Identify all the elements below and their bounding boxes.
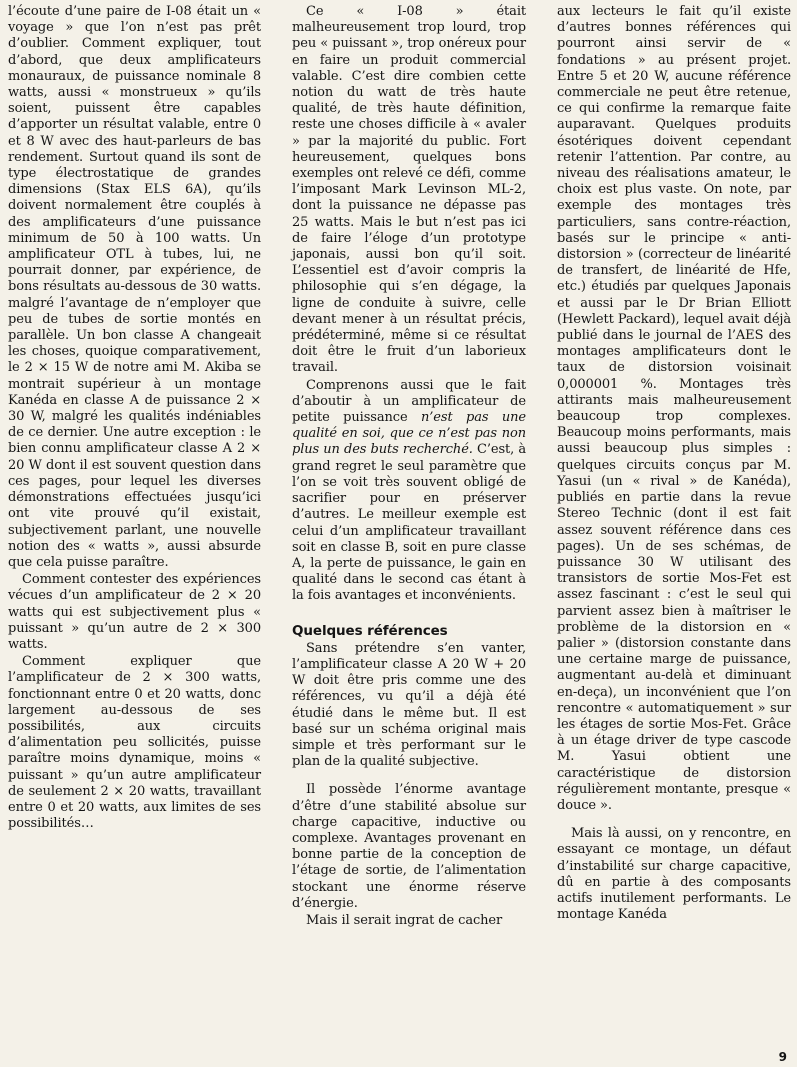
paragraph	[292, 378, 526, 605]
paragraph: Comment contester des expériences vécues d’un amplificateur de 2 × 20 watts qui est subjectivement plus « puissant » qu’un autre de 2 × 300 watts.	[8, 572, 261, 652]
paragraph-text: Comprenons aussi que le fait d’aboutir à un amplificateur de petite puissance	[292, 377, 526, 426]
paragraph: Ce « I-08 » était malheureusement trop lourd, trop peu « puissant », trop onéreux pour en faire un produit commercial valable. C’est dire combien cette notion du watt de très haute qualité, de très haute définition, reste une choses difficile à « avaler » par la majorité du public. Fort heureusement, quelques bons exemples ont relevé ce défi, comme l’imposant Mark Levinson ML-2, dont la puissance ne dépasse pas 25 watts. Mais le but n’est pas ici de faire l’éloge d’un prototype japonais, aussi bon qu’il soit. L’essentiel est d’avoir compris la philosophie qui s’en dégage, la ligne de conduite à suivre, celle devant mener à un résultat précis, prédéterminé, même si ce résultat doit être le fruit d’un laborieux travail.	[292, 4, 526, 376]
text-column-3	[557, 4, 791, 923]
paragraph: Mais là aussi, on y rencontre, en essayant ce montage, un défaut d’instabilité sur charge capacitive, dû en partie à des composants actifs inutilement performants. Le montage Kanéda	[557, 826, 791, 923]
page-number: 9	[778, 1050, 787, 1064]
text-column-2	[292, 4, 526, 929]
paragraph: Sans prétendre s’en vanter, l’amplificateur classe A 20 W + 20 W doit être pris comme une des références, vu qu’il a déjà été étudié dans le même but. Il est basé sur un schéma original mais simple et très performant sur le plan de la qualité subjective.	[292, 640, 526, 770]
text-column-1	[8, 4, 261, 832]
emphasis-text: n’est pas une qualité en soi, que ce n’est pas non plus un des buts recherché.	[292, 410, 526, 458]
paragraph-text: C’est, à grand regret le seul paramètre que l’on se voit très souvent obligé de sacrifier pour en préserver d’autres. Le meilleur exemple est celui d’un amplificateur travaillant soit en classe B, soit en pure classe A, la perte de puissance, le gain en qualité dans le second cas étant à la fois avantages et inconvénients.	[292, 442, 526, 604]
paragraph: aux lecteurs le fait qu’il existe d’autres bonnes références qui pourront ainsi servir de « fondations » au présent projet. Entre 5 et 20 W, aucune référence commerciale ne peut être retenue, ce qui confirme la remarque faite auparavant. Quelques produits ésotériques doivent cependant retenir l’attention. Par contre, au niveau des réalisations amateur, le choix est plus vaste. On note, par exemple des montages très particuliers, sans contre-réaction, basés sur le principe « anti-distorsion » (correcteur de linéarité de transfert, de linéarité de Hfe, etc.) étudiés par quelques Japonais et aussi par le Dr Brian Elliott (Hewlett Packard), lequel avait déjà publié dans le journal de l’AES des montages amplificateurs dont le taux de distorsion voisinait 0,000001 %. Montages très attirants mais malheureusement beaucoup trop complexes. Beaucoup moins performants, mais aussi beaucoup plus simples : quelques circuits conçus par M. Yasui (un « rival » de Kanéda), publiés en partie dans la revue Stereo Technic (dont il est fait assez souvent référence dans ces pages). Un de ses schémas, de puissance 30 W utilisant des transistors de sortie Mos-Fet est assez fascinant : c’est le seul qui parvient assez bien à maîtriser le problème de la distorsion en « palier » (distorsion constante dans une certaine marge de puissance, augmentant au-delà et diminuant en-deça), un inconvénient que l’on rencontre « automatiquement » sur les étages de sortie Mos-Fet. Grâce à un étage driver de type cascode M. Yasui obtient une caractéristique de distorsion régulièrement montante, presque « douce ».	[557, 4, 791, 813]
paragraph: Il possède l’énorme avantage d’être d’une stabilité absolue sur charge capacitive, inductive ou complexe. Avantages provenant en bonne partie de la conception de l’étage de sortie, de l’alimentation stockant une énorme réserve d’énergie.	[292, 782, 526, 911]
section-heading: Quelques références	[292, 622, 448, 639]
paragraph: Comment expliquer que l’amplificateur de 2 × 300 watts, fonctionnant entre 0 et 20 watts, donc largement au-dessous de ses possibilités, aux circuits d’alimentation peu sollicités, puisse paraître moins dynamique, moins « puissant » qu’un autre amplificateur de seulement 2 × 20 watts, travaillant entre 0 et 20 watts, aux limites de ses possibilités…	[8, 654, 261, 832]
paragraph: Mais il serait ingrat de cacher	[306, 912, 503, 928]
paragraph: l’écoute d’une paire de I-08 était un « voyage » que l’on n’est pas prêt d’oublier. Comment expliquer, tout d’abord, que deux amplificateurs monauraux, de puissance nominale 8 watts, aussi « monstrueux » qu’ils soient, puissent être capables d’apporter un résultat valable, entre 0 et 8 W avec des haut-parleurs de bas rendement. Surtout quand ils sont de type électrostatique de grandes dimensions (Stax ELS 6A), qu’ils doivent normalement être couplés à des amplificateurs d’une puissance minimum de 50 à 100 watts. Un amplificateur OTL à tubes, lui, ne pourrait donner, par expérience, de bons résultats au-dessous de 30 watts. malgré l’avantage de n’employer que peu de tubes de sortie montés en parallèle. Un bon classe A changeait les choses, quoique comparativement, le 2 × 15 W de notre ami M. Akiba se montrait supérieur à un montage Kanéda en classe A de puissance 2 × 30 W, malgré les qualités indéniables de ce dernier. Une autre exception : le bien connu amplificateur classe A 2 × 20 W dont il est souvent question dans ces pages, pour lequel les diverses démonstrations effectuées jusqu’ici ont vite prouvé qu’il existait, subjectivement parlant, une nouvelle notion des « watts », aussi absurde que cela puisse paraître.	[8, 4, 261, 570]
